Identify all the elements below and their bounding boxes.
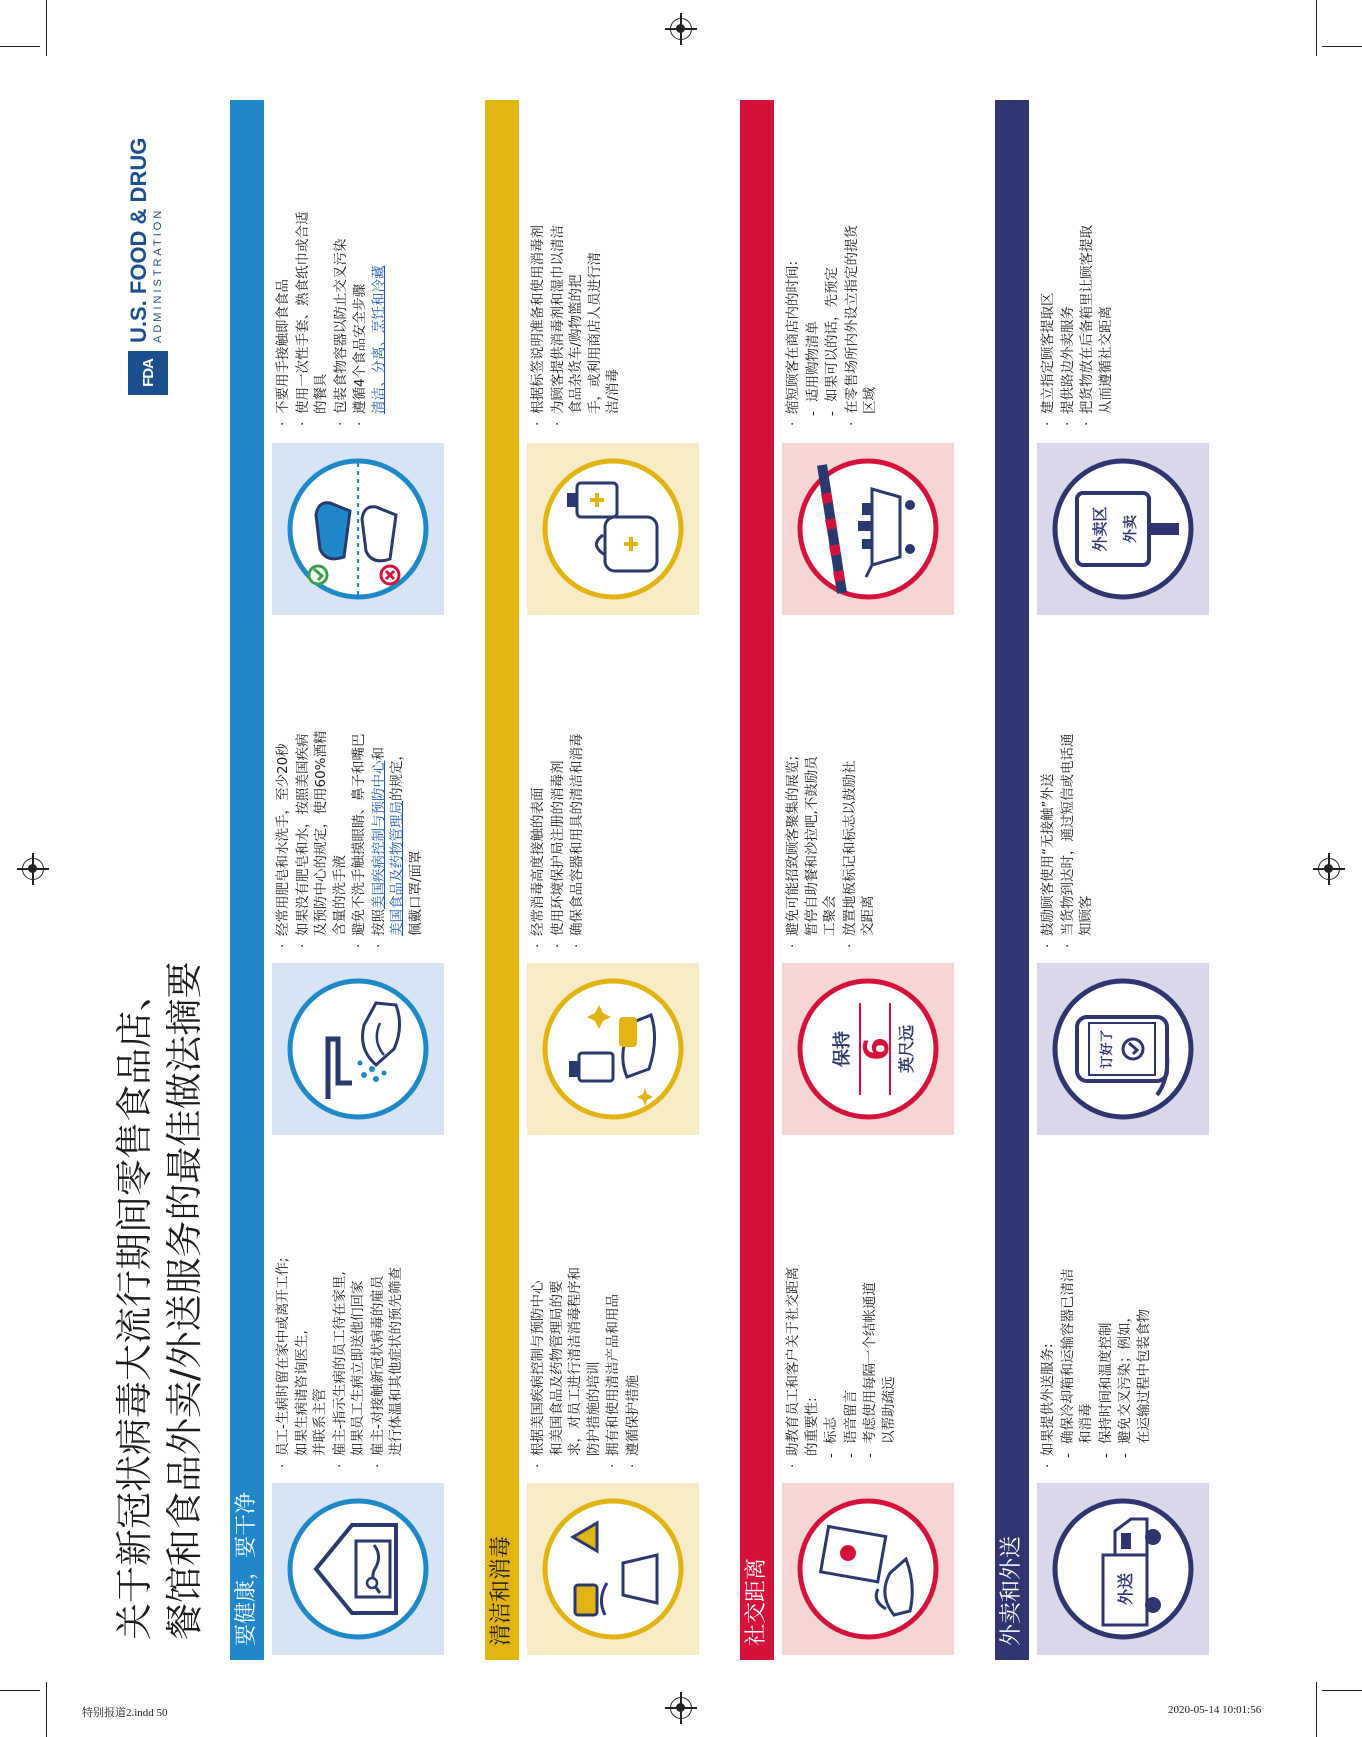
list-item: · 按照美国疾病控制与预防中心和 美国食品及药物管理局的规定， 佩戴口罩/面罩: [370, 630, 426, 950]
distance-sign-bottom: 英尺远: [897, 1024, 916, 1074]
registration-mark-icon: [670, 18, 692, 40]
list-item: · 如果提供外送服务:: [1039, 1150, 1058, 1470]
list-item: · 如果没有肥皂和水，按照美国疾病 及预防中心的规定，使用60%酒精 含量的洗手液: [294, 630, 350, 950]
section-band: [995, 100, 1029, 1660]
list-item: · 遵循4个食品安全步骤 清洁、分离、烹饪和冷藏: [351, 108, 388, 428]
pickup-sign-top: 外卖区: [1091, 506, 1109, 552]
crop-mark: [1322, 46, 1362, 47]
list-item: · 当货物到达时，通过短信或电话通 知顾客: [1059, 630, 1096, 950]
hand-washing-icon: [272, 963, 444, 1135]
list-item: · 避免不洗手触摸眼睛、鼻子和嘴巴: [350, 630, 369, 950]
list-subitem: - 确保冷却箱和运输容器已清洁 和消毒: [1059, 1150, 1096, 1470]
list-item: · 提供路边外卖服务: [1059, 108, 1078, 428]
crop-mark: [1316, 0, 1317, 56]
section-title: 外卖和外送: [999, 1535, 1024, 1646]
spray-cleaning-icon: [527, 963, 699, 1135]
delivery-truck-icon: [1037, 1483, 1209, 1655]
fda-logo-box: FDA: [128, 351, 168, 395]
footer-timestamp: 2020-05-14 10:01:56: [1168, 1704, 1262, 1716]
list-subitem: - 考虑使用每隔一个结帐通道 以帮助疏远: [861, 1150, 898, 1470]
section-title: 要健康，要干净: [234, 1491, 259, 1646]
list-item: · 包装食物容器以防止交叉污染: [332, 108, 351, 428]
section-band: [740, 100, 774, 1660]
text-column: [529, 630, 588, 950]
list-item: · 把货物放在后备箱里让顾客提取 从而遵循社交距离: [1078, 108, 1115, 428]
cleaning-surfaces-icon: [527, 1483, 699, 1655]
text-column: [784, 108, 881, 428]
text-column: [1039, 1150, 1154, 1470]
disinfectant-wipes-icon: [527, 443, 699, 615]
title-line-1: 关于新冠状病毒大流行期间零售食品店、: [113, 974, 156, 1640]
list-item: · 为顾客提供消毒剂和湿巾以清洁 食品杂货车/购物篮的把 手，或利用商店人员进行清 洁/消毒: [549, 108, 623, 428]
list-subitem: - 标志: [822, 1150, 841, 1470]
list-item: · 使用一次性手套、熟食纸巾或合适 的餐具: [294, 108, 331, 428]
list-item: · 根据标签说明准备和使用消毒剂: [529, 108, 548, 428]
crop-mark: [46, 1682, 47, 1737]
list-item: · 遵循保护措施: [624, 1150, 643, 1470]
list-item: · 雇主-对接触新冠状病毒的雇员 进行体温和其他症状的预先筛查: [369, 1150, 406, 1470]
distance-sign-top: 保持: [832, 1031, 853, 1067]
list-item: · 在零售场所内外设立指定的提货 区域: [843, 108, 880, 428]
section-title: 清洁和消毒: [489, 1535, 514, 1646]
registration-mark-icon: [670, 1697, 692, 1719]
text-column: [784, 1150, 899, 1470]
list-item: · 确保食品容器和用具的清洁和消毒: [568, 630, 587, 950]
cdc-link[interactable]: 美国疾病控制与预防中心: [370, 760, 387, 909]
crop-mark: [0, 46, 40, 47]
section-band: [485, 100, 519, 1660]
fda-logo: [122, 125, 172, 395]
list-item: · 鼓励顾客使用“无接触”外送: [1039, 630, 1058, 950]
fda-link[interactable]: 美国食品及药物管理局: [389, 801, 405, 936]
phone-label: 订好了: [1100, 1029, 1115, 1069]
list-subitem: - 适用购物清单: [804, 108, 823, 428]
section-title: 社交距离: [744, 1557, 769, 1646]
house-stay-home-icon: [272, 1483, 444, 1655]
text-column: [529, 1150, 643, 1470]
distance-sign-number: 6: [857, 1037, 897, 1061]
food-safety-steps-link[interactable]: 清洁、分离、烹饪和冷藏: [370, 265, 387, 414]
list-item: · 员工-生病时留在家中或离开工作; 如果生病请咨询医生, 并联系主管: [274, 1150, 330, 1470]
section-cleaning-disinfecting: [485, 100, 725, 1660]
text-column: [274, 630, 426, 950]
section-social-distancing: [740, 100, 980, 1660]
six-feet-distance-icon: [782, 963, 954, 1135]
list-subitem: - 避免交叉污染；例如， 在运输过程中包装食物: [1116, 1150, 1153, 1470]
text-column: [1039, 630, 1097, 950]
section-takeout-delivery: [995, 100, 1235, 1660]
text-column: [1039, 108, 1116, 428]
list-item: · 放置地板标记和标志以鼓励社 交距离: [841, 630, 878, 950]
page-title: [110, 600, 210, 1640]
registration-mark-icon: [1318, 858, 1340, 880]
list-item: · 建立指定顾客提取区: [1039, 108, 1058, 428]
section-healthy-clean: [230, 100, 470, 1660]
pickup-sign-bottom: 外卖: [1123, 515, 1139, 543]
registration-mark-icon: [22, 858, 44, 880]
list-item: · 经常用肥皂和水洗手，至少20秒: [274, 630, 293, 950]
list-item: · 雇主-指示生病的员工待在家里, 如果员工生病立即送他们回家: [331, 1150, 368, 1470]
poster: [100, 100, 1180, 1660]
text-column: [529, 108, 624, 428]
crop-mark: [1316, 1682, 1317, 1737]
shopping-cart-barrier-icon: [782, 443, 954, 615]
list-item: · 缩短顾客在商店内的时间:: [784, 108, 803, 428]
phone-app-order-icon: [1037, 963, 1209, 1135]
list-item: · 使用环境保护局注册的消毒剂: [549, 630, 568, 950]
list-item: · 避免可能招致顾客聚集的展览; 暂停自助餐和沙拉吧,不鼓励员 工聚会: [784, 630, 840, 950]
crop-mark: [1322, 1690, 1362, 1691]
footer-filename: 特别报道2.indd 50: [82, 1707, 168, 1719]
section-band: [230, 100, 264, 1660]
list-subitem: - 保持时间和温度控制: [1097, 1150, 1116, 1470]
list-item: · 不要用手接触即食食品: [274, 108, 293, 428]
list-item: · 拥有和使用清洁产品和用品: [604, 1150, 623, 1470]
list-subitem: - 如果可以的话，先预定: [823, 108, 842, 428]
list-item: · 经常消毒高度接触的表面: [529, 630, 548, 950]
truck-label: 外送: [1116, 1572, 1135, 1606]
list-item: · 助教育员工和客户关于社交距离 的重要性:: [784, 1150, 821, 1470]
list-item: · 根据美国疾病控制与预防中心 和美国食品及药物管理局的要 求，对员工进行清洁消毒程序和 防护措施的培训: [529, 1150, 603, 1470]
crop-mark: [46, 0, 47, 56]
text-column: [274, 1150, 407, 1470]
text-column: [784, 630, 879, 950]
fda-logo-admin: ADMINISTRATION: [152, 207, 164, 343]
sneeze-guard-icon: [782, 1483, 954, 1655]
title-line-2: 餐馆和食品外卖/外送服务的最佳做法摘要: [163, 961, 206, 1640]
text-column: [274, 108, 389, 428]
gloves-bare-hands-icon: [272, 443, 444, 615]
pickup-zone-sign-icon: [1037, 443, 1209, 615]
crop-mark: [0, 1690, 40, 1691]
list-subitem: - 语音留言: [842, 1150, 861, 1470]
fda-logo-name: U.S. FOOD & DRUG: [126, 137, 151, 343]
